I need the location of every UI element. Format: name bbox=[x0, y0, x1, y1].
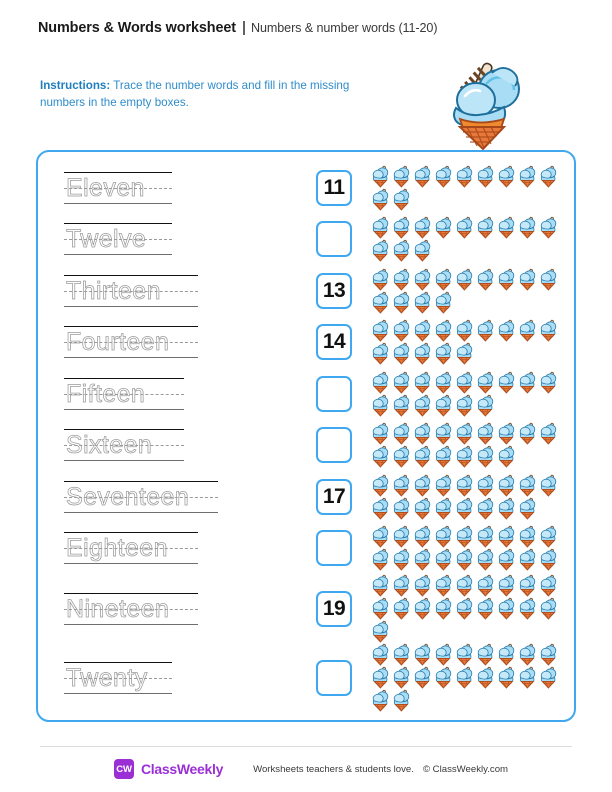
ice-cream-mini-icon bbox=[538, 474, 559, 497]
trace-word-area[interactable] bbox=[64, 477, 218, 517]
ice-cream-mini-icon bbox=[475, 371, 496, 394]
ice-cream-count-group bbox=[364, 216, 574, 262]
number-box-empty[interactable] bbox=[316, 221, 352, 257]
ice-cream-mini-icon bbox=[496, 548, 517, 571]
ice-cream-mini-icon bbox=[391, 291, 412, 314]
number-box-filled[interactable]: 11 bbox=[316, 170, 352, 206]
ice-cream-mini-icon bbox=[412, 239, 433, 262]
ice-cream-mini-icon bbox=[496, 216, 517, 239]
number-box-cell bbox=[304, 591, 364, 627]
ice-cream-mini-icon bbox=[538, 666, 559, 689]
trace-word-outline: Twenty bbox=[66, 663, 148, 692]
ice-cream-mini-icon bbox=[496, 268, 517, 291]
ice-cream-mini-icon bbox=[538, 643, 559, 666]
ice-cream-mini-icon bbox=[433, 319, 454, 342]
number-box-cell bbox=[304, 530, 364, 566]
ice-cream-count-group bbox=[364, 643, 574, 712]
ice-cream-mini-icon bbox=[370, 525, 391, 548]
number-box-empty[interactable] bbox=[316, 530, 352, 566]
ice-cream-mini-icon bbox=[391, 216, 412, 239]
ice-cream-mini-icon bbox=[475, 474, 496, 497]
ice-cream-mini-icon bbox=[454, 319, 475, 342]
ice-cream-mini-icon bbox=[412, 216, 433, 239]
ice-cream-mini-icon bbox=[370, 216, 391, 239]
ice-cream-count-group bbox=[364, 474, 574, 520]
number-box-cell bbox=[304, 479, 364, 515]
ice-cream-mini-icon bbox=[454, 497, 475, 520]
ice-cream-mini-icon bbox=[496, 525, 517, 548]
number-box-cell bbox=[304, 376, 364, 412]
trace-word-outline: Nineteen bbox=[66, 594, 170, 623]
ice-cream-mini-icon bbox=[433, 643, 454, 666]
ice-cream-mini-icon bbox=[433, 597, 454, 620]
number-box-empty[interactable] bbox=[316, 376, 352, 412]
ice-cream-mini-icon bbox=[496, 445, 517, 468]
ice-cream-mini-icon bbox=[412, 268, 433, 291]
trace-word-outline: Thirteen bbox=[66, 276, 161, 305]
ice-cream-mini-icon bbox=[517, 319, 538, 342]
ice-cream-mini-icon bbox=[412, 422, 433, 445]
ice-cream-mini-icon bbox=[433, 216, 454, 239]
footer-divider bbox=[40, 746, 572, 747]
ice-cream-mini-icon bbox=[433, 666, 454, 689]
ice-cream-mini-icon bbox=[475, 319, 496, 342]
ice-cream-mini-icon bbox=[391, 188, 412, 211]
worksheet-row bbox=[38, 574, 574, 643]
number-box-cell bbox=[304, 427, 364, 463]
ice-cream-mini-icon bbox=[391, 268, 412, 291]
ice-cream-mini-icon bbox=[391, 474, 412, 497]
ice-cream-mini-icon bbox=[370, 548, 391, 571]
ice-cream-mini-icon bbox=[412, 497, 433, 520]
ice-cream-mini-icon bbox=[433, 268, 454, 291]
footer-copyright: © ClassWeekly.com bbox=[422, 763, 509, 775]
ice-cream-mini-icon bbox=[454, 342, 475, 365]
ice-cream-mini-icon bbox=[433, 548, 454, 571]
ice-cream-mini-icon bbox=[517, 666, 538, 689]
ice-cream-count-group bbox=[364, 371, 574, 417]
ice-cream-mini-icon bbox=[538, 268, 559, 291]
ice-cream-mini-icon bbox=[517, 371, 538, 394]
trace-word-area[interactable] bbox=[64, 589, 198, 629]
worksheet-row bbox=[38, 420, 574, 472]
ice-cream-count-group bbox=[364, 574, 574, 643]
ice-cream-mini-icon bbox=[454, 216, 475, 239]
ice-cream-mini-icon bbox=[538, 165, 559, 188]
ice-cream-mini-icon bbox=[496, 422, 517, 445]
number-box-empty[interactable] bbox=[316, 660, 352, 696]
worksheet-row bbox=[38, 368, 574, 420]
ice-cream-mini-icon bbox=[475, 216, 496, 239]
ice-cream-mini-icon bbox=[433, 291, 454, 314]
ice-cream-mini-icon bbox=[433, 371, 454, 394]
ice-cream-mini-icon bbox=[454, 643, 475, 666]
ice-cream-mini-icon bbox=[391, 239, 412, 262]
worksheet-card bbox=[36, 150, 576, 722]
ice-cream-mini-icon bbox=[517, 268, 538, 291]
ice-cream-mini-icon bbox=[454, 394, 475, 417]
title-separator: | bbox=[241, 20, 246, 36]
ice-cream-mini-icon bbox=[454, 474, 475, 497]
ice-cream-cone-icon bbox=[436, 56, 532, 150]
ice-cream-mini-icon bbox=[517, 165, 538, 188]
number-box-filled[interactable]: 13 bbox=[316, 273, 352, 309]
ice-cream-mini-icon bbox=[517, 474, 538, 497]
ice-cream-mini-icon bbox=[412, 291, 433, 314]
ice-cream-mini-icon bbox=[391, 643, 412, 666]
ice-cream-mini-icon bbox=[412, 597, 433, 620]
ice-cream-count-group bbox=[364, 422, 574, 468]
ice-cream-mini-icon bbox=[454, 165, 475, 188]
ice-cream-mini-icon bbox=[475, 497, 496, 520]
title-main: Numbers & Words worksheet bbox=[38, 20, 236, 36]
page-title bbox=[38, 20, 578, 46]
ice-cream-mini-icon bbox=[412, 342, 433, 365]
worksheet-row bbox=[38, 162, 574, 214]
ice-cream-mini-icon bbox=[370, 291, 391, 314]
ice-cream-mini-icon bbox=[433, 474, 454, 497]
ice-cream-mini-icon bbox=[412, 394, 433, 417]
ice-cream-mini-icon bbox=[433, 525, 454, 548]
ice-cream-count-group bbox=[364, 525, 574, 571]
ice-cream-mini-icon bbox=[391, 445, 412, 468]
ice-cream-mini-icon bbox=[496, 643, 517, 666]
ice-cream-mini-icon bbox=[496, 371, 517, 394]
ice-cream-count-group bbox=[364, 319, 574, 365]
ice-cream-mini-icon bbox=[496, 497, 517, 520]
ice-cream-mini-icon bbox=[538, 319, 559, 342]
ice-cream-mini-icon bbox=[517, 548, 538, 571]
trace-word-area[interactable] bbox=[64, 168, 172, 208]
ice-cream-mini-icon bbox=[454, 548, 475, 571]
ice-cream-mini-icon bbox=[475, 548, 496, 571]
instructions-text bbox=[40, 78, 370, 111]
ice-cream-mini-icon bbox=[538, 574, 559, 597]
worksheet-row bbox=[38, 317, 574, 369]
worksheet-row bbox=[38, 214, 574, 266]
ice-cream-mini-icon bbox=[496, 574, 517, 597]
ice-cream-mini-icon bbox=[538, 371, 559, 394]
ice-cream-count-group bbox=[364, 165, 574, 211]
number-box-filled[interactable]: 17 bbox=[316, 479, 352, 515]
ice-cream-mini-icon bbox=[370, 239, 391, 262]
number-box-cell bbox=[304, 324, 364, 360]
ice-cream-mini-icon bbox=[475, 525, 496, 548]
brand-name: ClassWeekly bbox=[141, 761, 224, 777]
instructions-label: Instructions: bbox=[40, 79, 111, 92]
ice-cream-mini-icon bbox=[370, 474, 391, 497]
trace-word-outline: Fourteen bbox=[66, 328, 170, 357]
ice-cream-mini-icon bbox=[475, 666, 496, 689]
ice-cream-mini-icon bbox=[391, 165, 412, 188]
ice-cream-mini-icon bbox=[496, 165, 517, 188]
trace-word-area[interactable] bbox=[64, 425, 184, 465]
trace-word-area[interactable] bbox=[64, 219, 172, 259]
number-box-empty[interactable] bbox=[316, 427, 352, 463]
ice-cream-mini-icon bbox=[391, 319, 412, 342]
ice-cream-mini-icon bbox=[370, 574, 391, 597]
ice-cream-mini-icon bbox=[391, 342, 412, 365]
ice-cream-mini-icon bbox=[475, 445, 496, 468]
ice-cream-mini-icon bbox=[475, 165, 496, 188]
ice-cream-mini-icon bbox=[517, 525, 538, 548]
ice-cream-mini-icon bbox=[496, 597, 517, 620]
number-box-cell bbox=[304, 660, 364, 696]
trace-word-area[interactable] bbox=[64, 322, 198, 362]
ice-cream-mini-icon bbox=[475, 643, 496, 666]
ice-cream-mini-icon bbox=[475, 394, 496, 417]
ice-cream-mini-icon bbox=[391, 371, 412, 394]
ice-cream-mini-icon bbox=[517, 216, 538, 239]
ice-cream-mini-icon bbox=[370, 497, 391, 520]
ice-cream-mini-icon bbox=[370, 620, 391, 643]
ice-cream-mini-icon bbox=[370, 445, 391, 468]
trace-word-area[interactable] bbox=[64, 271, 198, 311]
trace-word-outline: Seventeen bbox=[66, 482, 190, 511]
ice-cream-mini-icon bbox=[370, 394, 391, 417]
trace-word-area[interactable] bbox=[64, 658, 172, 698]
classweekly-logo-icon: CW bbox=[114, 759, 134, 779]
title-subtitle: Numbers & number words (11-20) bbox=[250, 21, 438, 35]
worksheet-row bbox=[38, 265, 574, 317]
trace-word-outline: Eighteen bbox=[66, 534, 168, 563]
ice-cream-mini-icon bbox=[433, 422, 454, 445]
ice-cream-mini-icon bbox=[475, 574, 496, 597]
number-box-cell bbox=[304, 170, 364, 206]
ice-cream-mini-icon bbox=[412, 525, 433, 548]
ice-cream-mini-icon bbox=[496, 666, 517, 689]
ice-cream-mini-icon bbox=[370, 597, 391, 620]
ice-cream-mini-icon bbox=[517, 597, 538, 620]
worksheet-row bbox=[38, 523, 574, 575]
number-box-cell bbox=[304, 221, 364, 257]
ice-cream-mini-icon bbox=[391, 597, 412, 620]
trace-word-outline: Eleven bbox=[66, 173, 145, 202]
ice-cream-mini-icon bbox=[433, 394, 454, 417]
ice-cream-mini-icon bbox=[517, 643, 538, 666]
ice-cream-mini-icon bbox=[433, 445, 454, 468]
ice-cream-mini-icon bbox=[433, 342, 454, 365]
ice-cream-mini-icon bbox=[454, 597, 475, 620]
ice-cream-mini-icon bbox=[454, 574, 475, 597]
ice-cream-mini-icon bbox=[391, 689, 412, 712]
ice-cream-mini-icon bbox=[433, 497, 454, 520]
worksheet-row bbox=[38, 643, 574, 712]
ice-cream-mini-icon bbox=[538, 548, 559, 571]
ice-cream-mini-icon bbox=[412, 548, 433, 571]
ice-cream-mini-icon bbox=[454, 525, 475, 548]
ice-cream-mini-icon bbox=[517, 497, 538, 520]
ice-cream-mini-icon bbox=[391, 666, 412, 689]
ice-cream-mini-icon bbox=[496, 319, 517, 342]
ice-cream-mini-icon bbox=[538, 525, 559, 548]
ice-cream-mini-icon bbox=[412, 666, 433, 689]
footer bbox=[40, 755, 572, 783]
ice-cream-mini-icon bbox=[370, 188, 391, 211]
number-box-cell bbox=[304, 273, 364, 309]
ice-cream-mini-icon bbox=[391, 525, 412, 548]
ice-cream-mini-icon bbox=[517, 422, 538, 445]
trace-word-area[interactable] bbox=[64, 374, 184, 414]
ice-cream-mini-icon bbox=[538, 216, 559, 239]
ice-cream-mini-icon bbox=[517, 574, 538, 597]
ice-cream-mini-icon bbox=[391, 548, 412, 571]
ice-cream-mini-icon bbox=[412, 165, 433, 188]
ice-cream-mini-icon bbox=[391, 394, 412, 417]
ice-cream-mini-icon bbox=[370, 319, 391, 342]
ice-cream-mini-icon bbox=[454, 268, 475, 291]
ice-cream-mini-icon bbox=[475, 422, 496, 445]
ice-cream-mini-icon bbox=[496, 474, 517, 497]
ice-cream-count-group bbox=[364, 268, 574, 314]
ice-cream-mini-icon bbox=[412, 643, 433, 666]
worksheet-rows bbox=[38, 152, 574, 720]
ice-cream-mini-icon bbox=[391, 574, 412, 597]
ice-cream-mini-icon bbox=[370, 643, 391, 666]
ice-cream-mini-icon bbox=[412, 445, 433, 468]
ice-cream-mini-icon bbox=[370, 342, 391, 365]
ice-cream-mini-icon bbox=[433, 574, 454, 597]
ice-cream-mini-icon bbox=[370, 666, 391, 689]
footer-tagline: Worksheets teachers & students love. bbox=[253, 763, 414, 775]
ice-cream-mini-icon bbox=[538, 597, 559, 620]
ice-cream-mini-icon bbox=[454, 666, 475, 689]
ice-cream-mini-icon bbox=[391, 497, 412, 520]
ice-cream-mini-icon bbox=[454, 371, 475, 394]
ice-cream-mini-icon bbox=[370, 689, 391, 712]
ice-cream-mini-icon bbox=[412, 574, 433, 597]
ice-cream-mini-icon bbox=[454, 445, 475, 468]
ice-cream-mini-icon bbox=[370, 165, 391, 188]
worksheet-row bbox=[38, 471, 574, 523]
ice-cream-mini-icon bbox=[412, 474, 433, 497]
ice-cream-mini-icon bbox=[475, 597, 496, 620]
ice-cream-mini-icon bbox=[433, 165, 454, 188]
ice-cream-mini-icon bbox=[538, 422, 559, 445]
ice-cream-mini-icon bbox=[475, 268, 496, 291]
ice-cream-mini-icon bbox=[454, 422, 475, 445]
trace-word-area[interactable] bbox=[64, 528, 198, 568]
ice-cream-mini-icon bbox=[391, 422, 412, 445]
ice-cream-mini-icon bbox=[370, 422, 391, 445]
ice-cream-mini-icon bbox=[370, 268, 391, 291]
number-box-filled[interactable]: 19 bbox=[316, 591, 352, 627]
trace-word-outline: Fifteen bbox=[66, 379, 146, 408]
ice-cream-mini-icon bbox=[412, 319, 433, 342]
number-box-filled[interactable]: 14 bbox=[316, 324, 352, 360]
ice-cream-mini-icon bbox=[412, 371, 433, 394]
instructions-body: Trace the number words and fill in the missing numbers in the empty boxes. bbox=[40, 79, 350, 109]
trace-word-outline: Twelve bbox=[66, 225, 147, 254]
trace-word-outline: Sixteen bbox=[66, 431, 153, 460]
ice-cream-mini-icon bbox=[370, 371, 391, 394]
